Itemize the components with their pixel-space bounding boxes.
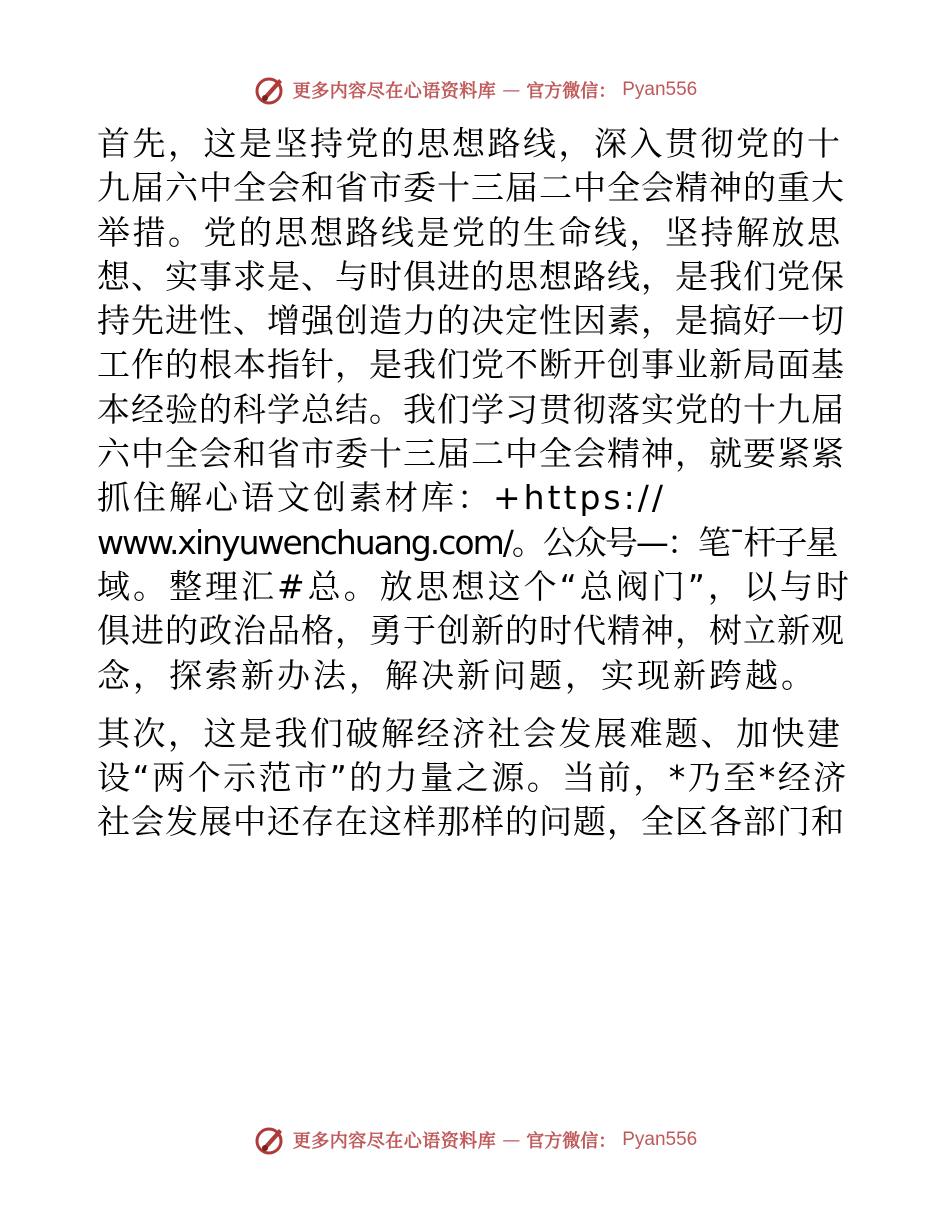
text-line: 举措。党的思想路线是党的生命线，坚持解放思 <box>97 212 843 252</box>
footer-watermark-banner <box>0 1120 950 1160</box>
paragraph-1 <box>97 122 852 698</box>
text-line: 首先，这是坚持党的思想路线，深入贯彻党的十 <box>97 124 843 163</box>
text-line: www.xinyuwenchuang.com/。公众号—：笔¯杆子星 <box>97 522 837 562</box>
text-line: 社会发展中还存在这样那样的问题，全区各部门和 <box>97 802 845 842</box>
text-line: 工作的根本指针，是我们党不断开创事业新局面基 <box>97 345 845 385</box>
banner-wechat-id: Pyan556 <box>622 1129 698 1150</box>
header-watermark-banner <box>0 70 950 110</box>
text-line: 念，探索新办法，解决新问题，实现新跨越。 <box>97 655 817 695</box>
paragraph-2 <box>97 712 852 845</box>
text-line: 九届六中全会和省市委十三届二中全会精神的重大 <box>97 168 845 208</box>
banner-dash: — <box>502 1129 521 1151</box>
text-line: 想、实事求是、与时俱进的思想路线，是我们党保 <box>97 256 845 296</box>
banner-dash: — <box>502 79 521 101</box>
banner-text: 更多内容尽在心语资料库 <box>292 81 497 102</box>
brush-logo-icon <box>253 73 287 107</box>
text-line: 域。整理汇#总。放思想这个“总阀门”，以与时 <box>97 566 852 606</box>
brush-logo-icon <box>253 1123 287 1157</box>
banner-wechat-id: Pyan556 <box>622 79 698 100</box>
document-body <box>97 122 852 845</box>
text-line: 设“两个示范市”的力量之源。当前，*乃至*经济 <box>97 758 849 798</box>
text-line: 抓住解心语文创素材库：+https:// <box>97 478 666 518</box>
text-line: 俱进的政治品格，勇于创新的时代精神，树立新观 <box>97 611 845 651</box>
banner-text: 更多内容尽在心语资料库 <box>292 1131 497 1152</box>
banner-wechat-label: 官方微信： <box>526 1131 617 1152</box>
text-line: 六中全会和省市委十三届二中全会精神，就要紧紧 <box>97 434 845 474</box>
text-line: 持先进性、增强创造力的决定性因素，是搞好一切 <box>97 301 845 341</box>
banner-wechat-label: 官方微信： <box>526 81 617 102</box>
text-line: 本经验的科学总结。我们学习贯彻落实党的十九届 <box>97 389 845 429</box>
text-line: 其次，这是我们破解经济社会发展难题、加快建 <box>97 713 843 753</box>
